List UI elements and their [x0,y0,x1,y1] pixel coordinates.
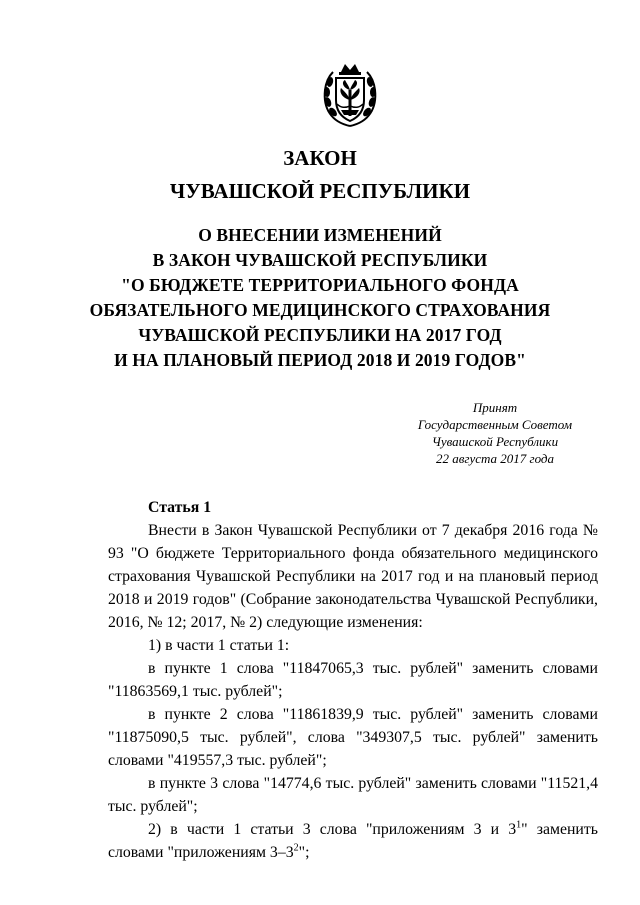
chuvash-republic-emblem-icon [319,60,381,130]
subtitle-line: В ЗАКОН ЧУВАШСКОЙ РЕСПУБЛИКИ [152,250,488,270]
adoption-note [400,399,590,467]
article-item-1: 1) в части 1 статьи 1: [148,637,290,654]
article-item-1-point-3: в пункте 3 слова "14774,6 тыс. рублей" заменить словами "11521,4 тыс. рублей"; [108,775,598,815]
article-item-2 [108,818,598,864]
adoption-line: Государственным Советом [417,417,573,432]
document-title [0,142,640,207]
article-item-1-point-1: в пункте 1 слова "11847065,3 тыс. рублей" заменить словами "11863569,1 тыс. рублей"; [108,660,598,700]
adoption-line: 22 августа 2017 года [435,451,555,466]
superscript: 1 [516,819,522,831]
adoption-line: Чувашской Республики [431,434,559,449]
article-1 [108,496,598,864]
document-subtitle [0,223,640,373]
article-intro-paragraph: Внести в Закон Чувашской Республики от 7 декабря 2016 года № 93 "О бюджете Территориального фонда обязательного медицинского страхования Чувашской Республики на 2017 год и на плановый период 2018 и 2019 годов" (Собрание законодательства Чувашской Республики, 2016, № 12; 2017, № 2) следующие изменения: [108,522,598,631]
article-title: Статья 1 [148,499,212,516]
article-item-1-point-2: в пункте 2 слова "11861839,9 тыс. рублей" заменить словами "11875090,5 тыс. рублей", слова "349307,5 тыс. рублей" заменить словами "419557,3 тыс. рублей"; [108,706,598,769]
item-2-text: 2) в части 1 статьи 3 слова "приложениям 3 и 3 [148,821,517,838]
title-line: ЧУВАШСКОЙ РЕСПУБЛИКИ [169,179,471,203]
subtitle-line: ЧУВАШСКОЙ РЕСПУБЛИКИ НА 2017 ГОД [138,325,502,345]
subtitle-line: О ВНЕСЕНИИ ИЗМЕНЕНИЙ [198,225,442,245]
title-line: ЗАКОН [283,146,357,170]
subtitle-line: "О БЮДЖЕТЕ ТЕРРИТОРИАЛЬНОГО ФОНДА [121,275,519,295]
subtitle-line: ОБЯЗАТЕЛЬНОГО МЕДИЦИНСКОГО СТРАХОВАНИЯ [89,300,551,320]
item-2-text: " заменить словами "приложениям 3–3 [108,821,598,861]
item-2-text: "; [298,844,310,861]
superscript: 2 [293,842,299,854]
subtitle-line: И НА ПЛАНОВЫЙ ПЕРИОД 2018 И 2019 ГОДОВ" [114,350,526,370]
adoption-line: Принят [472,400,518,415]
